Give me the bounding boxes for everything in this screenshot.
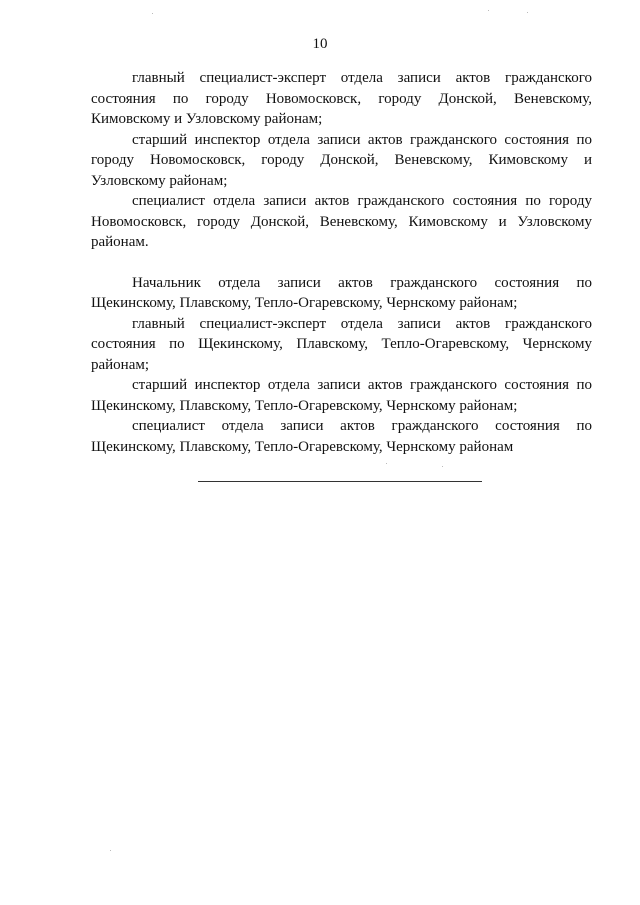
scan-speck [152, 13, 153, 14]
paragraph-group-shchekino [91, 273, 592, 458]
paragraph-specialist-shchekino: специалист отдела записи актов гражданского состояния по Щекинскому, Плавскому, Тепло-Огаревскому, Чернскому районам [91, 418, 592, 455]
scan-speck [442, 466, 443, 467]
scan-speck [110, 850, 111, 851]
scan-speck [527, 12, 528, 13]
document-body [91, 68, 592, 457]
paragraph-head-of-department-shchekino: Начальник отдела записи актов гражданского состояния по Щекинскому, Плавскому, Тепло-Огаревскому, Чернскому районам; [91, 274, 592, 311]
paragraph-senior-inspector-shchekino: старший инспектор отдела записи актов гражданского состояния по Щекинскому, Плавскому, Тепло-Огаревскому, Чернскому районам; [91, 377, 592, 414]
scan-speck [386, 463, 387, 464]
paragraph-group-novomoskovsk [91, 68, 592, 253]
paragraph-chief-specialist-expert-novomoskovsk: главный специалист-эксперт отдела записи актов гражданского состояния по городу Новомосковск, городу Донской, Веневскому, Кимовскому и Узловскому районам; [91, 70, 592, 127]
scan-speck [488, 10, 489, 11]
paragraph-chief-specialist-expert-shchekino: главный специалист-эксперт отдела записи актов гражданского состояния по Щекинскому, Плавскому, Тепло-Огаревскому, Чернскому районам; [91, 315, 592, 373]
closing-divider-line [198, 481, 482, 482]
paragraph-specialist-novomoskovsk: специалист отдела записи актов гражданского состояния по городу Новомосковск, городу Донской, Веневскому, Кимовскому и Узловскому районам. [91, 193, 592, 250]
page-number: 10 [312, 36, 328, 52]
paragraph-senior-inspector-novomoskovsk: старший инспектор отдела записи актов гражданского состояния по городу Новомосковск, городу Донской, Веневскому, Кимовскому и Узловскому районам; [91, 131, 592, 189]
